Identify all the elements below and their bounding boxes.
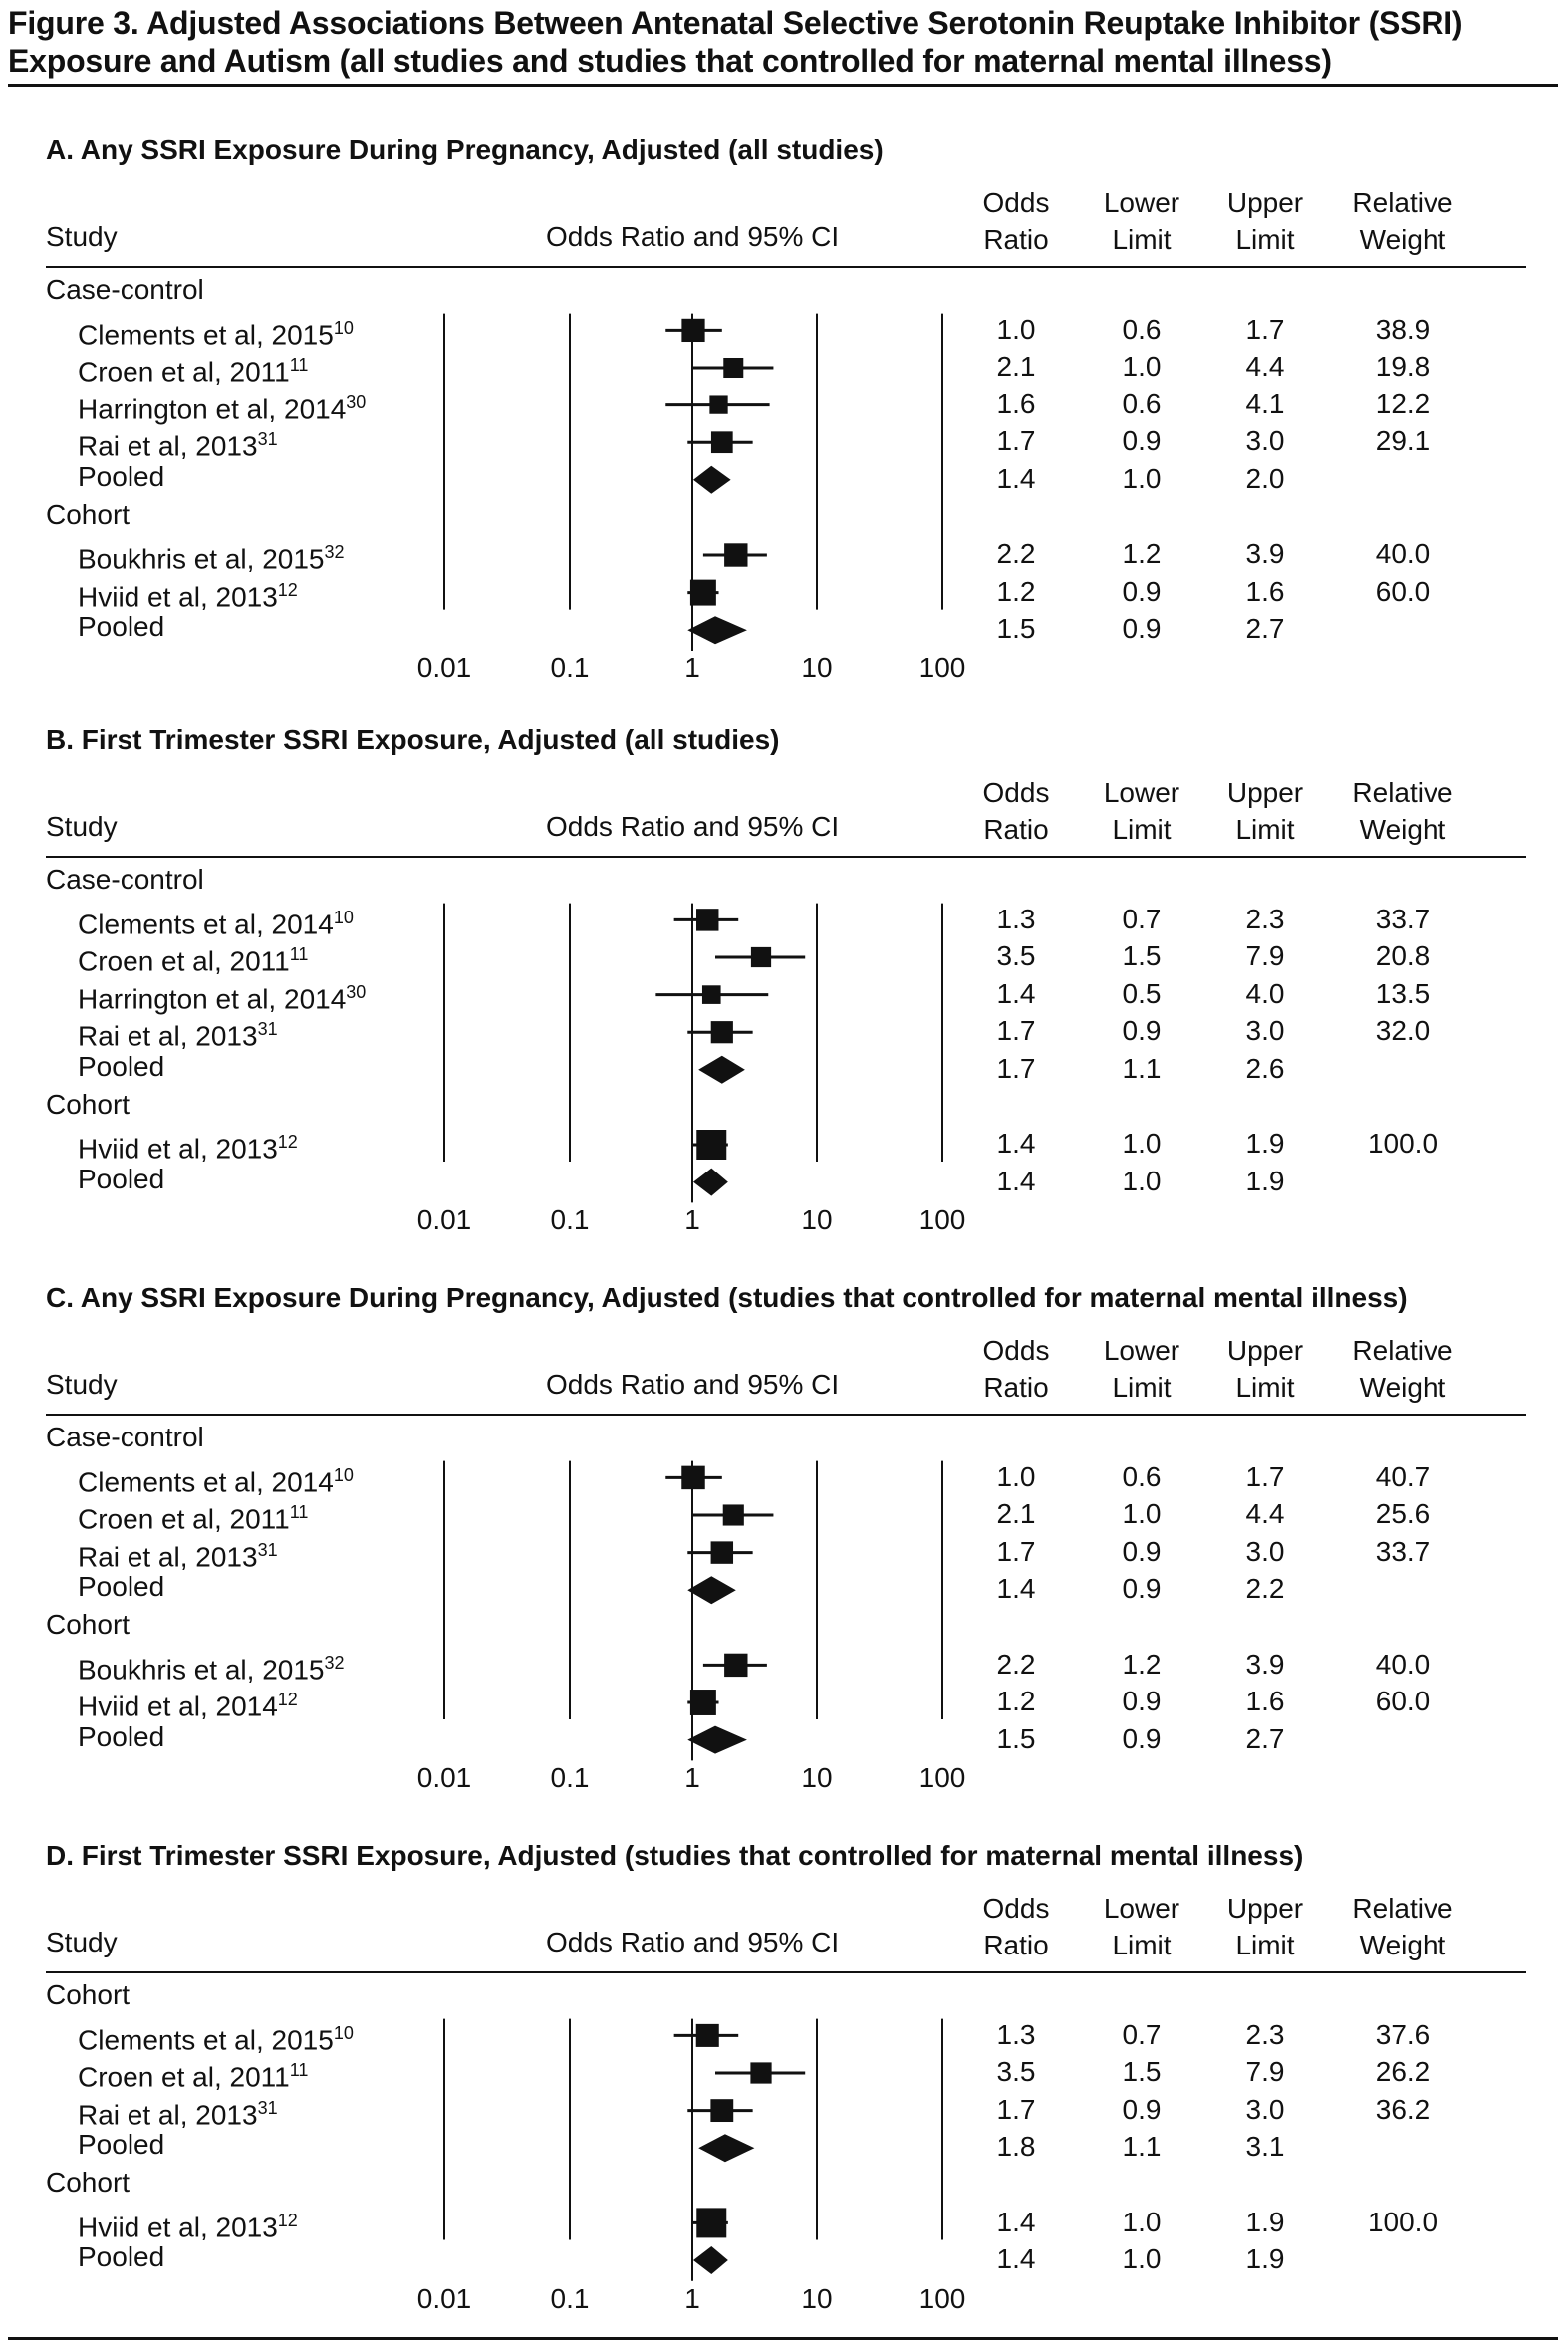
axis-tick-label: 1: [684, 652, 700, 683]
column-header-lower-line1: Lower: [1103, 1335, 1180, 1366]
value-or: 1.4: [996, 1128, 1036, 1160]
value-upper: 1.9: [1245, 1128, 1285, 1160]
value-or: 1.3: [996, 2018, 1036, 2050]
axis-tick-label: 100: [918, 1204, 966, 1236]
axis-tick-label: 100: [918, 652, 966, 683]
value-or: 1.7: [996, 425, 1036, 457]
value-or: 1.4: [996, 1573, 1036, 1605]
row-label-text: Pooled: [78, 1720, 165, 1752]
study-label: [78, 423, 278, 462]
value-or: 2.1: [996, 1498, 1036, 1530]
value-upper: 2.7: [1245, 613, 1285, 645]
axis-tick-label: 0.1: [550, 652, 590, 683]
point-estimate-square: [750, 2062, 771, 2083]
axis-tick-label: 1: [684, 2282, 700, 2314]
axis-tick-label: 0.01: [416, 652, 472, 683]
value-lower: 0.9: [1122, 1573, 1162, 1605]
column-header-upper-line2: Limit: [1235, 814, 1295, 845]
value-upper: 3.9: [1245, 538, 1285, 570]
study-label: [78, 1013, 278, 1052]
pooled-label: [78, 1571, 164, 1603]
point-estimate-square: [711, 1021, 733, 1043]
column-header-or-line2: Ratio: [983, 814, 1049, 845]
study-label: [78, 1647, 345, 1686]
point-estimate-square: [724, 543, 747, 566]
study-label: [78, 2092, 278, 2131]
study-label: [78, 976, 366, 1015]
row-label-text: Rai et al, 2013: [78, 2099, 258, 2131]
figure-title: Figure 3. Adjusted Associations Between Antenatal Selective Serotonin Reuptake Inhibitor (SSRI) Exposure and Autism (all studies and studies that controlled for maternal mental illness): [8, 5, 1463, 79]
value-upper: 4.1: [1245, 388, 1285, 419]
reference-number: 10: [333, 317, 354, 338]
row-label-text: Boukhris et al, 2015: [78, 1653, 325, 1685]
column-header-upper-line2: Limit: [1235, 1372, 1295, 1403]
reference-number: 31: [257, 1539, 278, 1560]
group-label: [46, 1422, 204, 1453]
value-or: 1.4: [996, 2206, 1036, 2237]
value-lower: 0.6: [1122, 388, 1162, 419]
value-lower: 1.2: [1122, 538, 1162, 570]
study-label: [78, 2205, 298, 2243]
column-header-plot: Odds Ratio and 95% CI: [546, 221, 840, 252]
reference-number: 10: [333, 907, 354, 927]
value-weight: 40.0: [1375, 1648, 1431, 1680]
value-upper: 3.1: [1245, 2131, 1285, 2163]
study-label: [78, 902, 354, 940]
panel-title: D. First Trimester SSRI Exposure, Adjusted (studies that controlled for maternal mental illness): [46, 1840, 1304, 1871]
study-label: [78, 387, 366, 425]
value-lower: 1.5: [1122, 2056, 1162, 2088]
column-header-upper-line1: Upper: [1226, 1893, 1304, 1924]
row-label-text: Croen et al, 2011: [78, 1503, 290, 1535]
reference-number: 31: [257, 2097, 278, 2118]
column-header-or-line1: Odds: [982, 187, 1050, 218]
row-label-text: Cohort: [46, 2167, 131, 2198]
value-lower: 1.2: [1122, 1648, 1162, 1680]
study-label: [78, 1126, 298, 1165]
point-estimate-square: [696, 909, 718, 930]
study-label: [78, 1534, 278, 1573]
row-label-text: Clements et al, 2015: [78, 318, 334, 350]
value-weight: 37.6: [1375, 2018, 1431, 2050]
pooled-diamond: [687, 1576, 736, 1604]
value-lower: 0.9: [1122, 1535, 1162, 1567]
value-upper: 1.7: [1245, 313, 1285, 345]
pooled-diamond: [693, 1169, 728, 1196]
row-label-text: Pooled: [78, 2129, 165, 2161]
group-label: [46, 1609, 130, 1641]
study-label: [78, 2017, 354, 2056]
column-header-upper-line2: Limit: [1235, 1930, 1295, 1960]
column-header-lower-line1: Lower: [1103, 1893, 1180, 1924]
value-or: 1.4: [996, 2243, 1036, 2275]
value-lower: 1.0: [1122, 2206, 1162, 2237]
point-estimate-square: [724, 1654, 747, 1677]
column-header-weight-line1: Relative: [1352, 777, 1453, 808]
study-label: [78, 1496, 308, 1535]
column-header-upper-line1: Upper: [1226, 777, 1304, 808]
reference-number: 12: [277, 1132, 298, 1153]
row-label-text: Clements et al, 2015: [78, 2023, 334, 2055]
reference-number: 10: [333, 1464, 354, 1485]
column-header-or-line1: Odds: [982, 1893, 1050, 1924]
column-header-weight-line2: Weight: [1359, 224, 1446, 255]
value-or: 2.1: [996, 351, 1036, 383]
column-header-lower-line2: Limit: [1112, 1930, 1172, 1960]
value-weight: 12.2: [1375, 388, 1431, 419]
column-header-lower-line2: Limit: [1112, 1372, 1172, 1403]
column-header-or-line2: Ratio: [983, 224, 1049, 255]
value-lower: 1.0: [1122, 1165, 1162, 1196]
row-label-text: Case-control: [46, 1422, 204, 1452]
study-label: [78, 1684, 298, 1722]
value-or: 1.7: [996, 1015, 1036, 1047]
column-header-study: Study: [46, 811, 118, 842]
value-or: 2.2: [996, 538, 1036, 570]
reference-number: 11: [289, 1502, 309, 1523]
reference-number: 30: [346, 981, 367, 1002]
row-label-text: Pooled: [78, 1571, 165, 1603]
value-or: 1.7: [996, 1535, 1036, 1567]
column-header-lower-line2: Limit: [1112, 814, 1172, 845]
axis-tick-label: 1: [684, 1204, 700, 1236]
value-or: 3.5: [996, 2056, 1036, 2088]
value-upper: 3.0: [1245, 1535, 1285, 1567]
row-label-text: Cohort: [46, 498, 131, 530]
value-lower: 1.1: [1122, 2131, 1162, 2163]
value-upper: 1.9: [1245, 2206, 1285, 2237]
value-upper: 2.2: [1245, 1573, 1285, 1605]
value-upper: 4.4: [1245, 1498, 1285, 1530]
column-header-or-line1: Odds: [982, 777, 1050, 808]
column-header-plot: Odds Ratio and 95% CI: [546, 811, 840, 842]
row-label-text: Hviid et al, 2013: [78, 2211, 278, 2242]
group-label: [46, 1089, 130, 1121]
pooled-label: [78, 1051, 164, 1083]
reference-number: 32: [324, 542, 345, 563]
reference-number: 31: [257, 429, 278, 450]
column-header-weight-line1: Relative: [1352, 187, 1453, 218]
value-weight: 100.0: [1367, 2206, 1438, 2237]
row-label-text: Case-control: [46, 274, 204, 305]
value-or: 1.5: [996, 1722, 1036, 1754]
value-weight: 38.9: [1375, 313, 1431, 345]
column-header-lower-line1: Lower: [1103, 187, 1180, 218]
column-header-or-line2: Ratio: [983, 1930, 1049, 1960]
column-header-lower-line2: Limit: [1112, 224, 1172, 255]
row-label-text: Cohort: [46, 1609, 131, 1640]
value-lower: 0.6: [1122, 313, 1162, 345]
study-label: [78, 938, 308, 977]
value-upper: 1.9: [1245, 1165, 1285, 1196]
point-estimate-square: [709, 395, 727, 413]
panel-title: A. Any SSRI Exposure During Pregnancy, Adjusted (all studies): [46, 134, 884, 165]
axis-tick-label: 100: [918, 1762, 966, 1794]
row-label-text: Clements et al, 2014: [78, 1465, 334, 1497]
row-label-text: Croen et al, 2011: [78, 356, 290, 388]
column-header-weight-line2: Weight: [1359, 1930, 1446, 1960]
row-label-text: Pooled: [78, 611, 165, 643]
point-estimate-square: [711, 1541, 733, 1563]
value-weight: 25.6: [1375, 1498, 1431, 1530]
pooled-diamond: [693, 2246, 728, 2274]
row-label-text: Harrington et al, 2014: [78, 983, 347, 1015]
value-lower: 1.0: [1122, 1128, 1162, 1160]
reference-number: 11: [289, 355, 309, 376]
point-estimate-square: [690, 580, 716, 606]
value-or: 1.2: [996, 575, 1036, 607]
axis-tick-label: 10: [801, 2282, 833, 2314]
value-lower: 0.9: [1122, 613, 1162, 645]
value-or: 1.2: [996, 1686, 1036, 1717]
value-or: 1.3: [996, 903, 1036, 934]
row-label-text: Hviid et al, 2013: [78, 1133, 278, 1165]
pooled-label: [78, 1721, 164, 1753]
value-upper: 7.9: [1245, 2056, 1285, 2088]
axis-tick-label: 0.1: [550, 2282, 590, 2314]
point-estimate-square: [723, 1504, 744, 1525]
group-label: [46, 274, 204, 306]
point-estimate-square: [711, 431, 733, 453]
axis-tick-label: 0.01: [416, 2282, 472, 2314]
point-estimate-square: [751, 947, 771, 967]
value-or: 1.7: [996, 2093, 1036, 2125]
value-upper: 7.9: [1245, 940, 1285, 972]
pooled-diamond: [698, 2134, 754, 2162]
group-label: [46, 499, 130, 531]
value-upper: 1.7: [1245, 1460, 1285, 1492]
value-upper: 2.3: [1245, 2018, 1285, 2050]
value-weight: 40.7: [1375, 1460, 1431, 1492]
value-lower: 0.9: [1122, 1015, 1162, 1047]
value-or: 1.5: [996, 613, 1036, 645]
value-weight: 13.5: [1375, 977, 1431, 1009]
value-weight: 19.8: [1375, 351, 1431, 383]
axis-tick-label: 0.01: [416, 1204, 472, 1236]
value-upper: 4.0: [1245, 977, 1285, 1009]
axis-tick-label: 0.1: [550, 1204, 590, 1236]
value-lower: 0.6: [1122, 1460, 1162, 1492]
pooled-label: [78, 611, 164, 643]
axis-tick-label: 10: [801, 1762, 833, 1794]
reference-number: 32: [324, 1652, 345, 1673]
value-or: 3.5: [996, 940, 1036, 972]
value-weight: 60.0: [1375, 1686, 1431, 1717]
value-weight: 100.0: [1367, 1128, 1438, 1160]
value-weight: 29.1: [1375, 425, 1431, 457]
point-estimate-square: [702, 985, 721, 1004]
value-upper: 4.4: [1245, 351, 1285, 383]
study-label: [78, 1459, 354, 1498]
value-or: 1.4: [996, 977, 1036, 1009]
study-label: [78, 312, 354, 351]
value-or: 1.0: [996, 1460, 1036, 1492]
reference-number: 11: [289, 2060, 309, 2081]
column-header-or-line1: Odds: [982, 1335, 1050, 1366]
value-weight: 60.0: [1375, 575, 1431, 607]
value-weight: 26.2: [1375, 2056, 1431, 2088]
value-or: 1.6: [996, 388, 1036, 419]
column-header-plot: Odds Ratio and 95% CI: [546, 1927, 840, 1957]
value-upper: 2.6: [1245, 1053, 1285, 1084]
value-lower: 1.0: [1122, 351, 1162, 383]
row-label-text: Pooled: [78, 1163, 165, 1194]
pooled-label: [78, 1164, 164, 1195]
axis-tick-label: 100: [918, 2282, 966, 2314]
row-label-text: Cohort: [46, 1088, 131, 1120]
value-or: 1.4: [996, 463, 1036, 494]
row-label-text: Hviid et al, 2013: [78, 581, 278, 613]
axis-tick-label: 1: [684, 1762, 700, 1794]
row-label-text: Boukhris et al, 2015: [78, 543, 325, 575]
point-estimate-square: [681, 1466, 704, 1489]
column-header-study: Study: [46, 221, 118, 252]
column-header-plot: Odds Ratio and 95% CI: [546, 1369, 840, 1400]
reference-number: 30: [346, 391, 367, 412]
value-upper: 2.3: [1245, 903, 1285, 934]
study-label: [78, 2054, 308, 2093]
value-lower: 0.7: [1122, 2018, 1162, 2050]
value-lower: 0.7: [1122, 903, 1162, 934]
value-lower: 0.9: [1122, 425, 1162, 457]
row-label-text: Harrington et al, 2014: [78, 393, 347, 425]
panel-title: B. First Trimester SSRI Exposure, Adjusted (all studies): [46, 724, 780, 755]
axis-tick-label: 10: [801, 652, 833, 683]
value-lower: 1.5: [1122, 940, 1162, 972]
value-weight: 32.0: [1375, 1015, 1431, 1047]
reference-number: 12: [277, 1690, 298, 1710]
column-header-upper-line1: Upper: [1226, 187, 1304, 218]
value-upper: 1.9: [1245, 2243, 1285, 2275]
axis-tick-label: 0.01: [416, 1762, 472, 1794]
value-lower: 0.9: [1122, 575, 1162, 607]
row-label-text: Croen et al, 2011: [78, 945, 290, 977]
value-or: 2.2: [996, 1648, 1036, 1680]
pooled-diamond: [693, 466, 731, 494]
value-upper: 2.7: [1245, 1722, 1285, 1754]
value-upper: 1.6: [1245, 1686, 1285, 1717]
row-label-text: Croen et al, 2011: [78, 2061, 290, 2093]
axis-tick-label: 0.1: [550, 1762, 590, 1794]
column-header-weight-line2: Weight: [1359, 1372, 1446, 1403]
row-label-text: Hviid et al, 2014: [78, 1691, 278, 1722]
pooled-diamond: [687, 616, 747, 644]
pooled-label: [78, 2241, 164, 2273]
row-label-text: Case-control: [46, 864, 204, 895]
value-or: 1.7: [996, 1053, 1036, 1084]
reference-number: 11: [289, 944, 309, 965]
row-label-text: Rai et al, 2013: [78, 1020, 258, 1052]
point-estimate-square: [696, 2024, 719, 2047]
point-estimate-square: [710, 2099, 733, 2122]
group-label: [46, 1979, 130, 2011]
row-label-text: Clements et al, 2014: [78, 908, 334, 939]
row-label-text: Pooled: [78, 1051, 165, 1082]
value-upper: 1.6: [1245, 575, 1285, 607]
axis-tick-label: 10: [801, 1204, 833, 1236]
value-lower: 0.9: [1122, 2093, 1162, 2125]
row-label-text: Cohort: [46, 1979, 131, 2010]
study-label: [78, 536, 345, 575]
column-header-lower-line1: Lower: [1103, 777, 1180, 808]
point-estimate-square: [690, 1690, 716, 1715]
study-label: [78, 349, 308, 388]
bottom-rule: [8, 2337, 1558, 2340]
value-weight: 33.7: [1375, 903, 1431, 934]
value-weight: 20.8: [1375, 940, 1431, 972]
value-lower: 1.0: [1122, 1498, 1162, 1530]
row-label-text: Rai et al, 2013: [78, 1541, 258, 1573]
value-lower: 0.9: [1122, 1722, 1162, 1754]
value-or: 1.0: [996, 313, 1036, 345]
reference-number: 10: [333, 2022, 354, 2043]
pooled-diamond: [687, 1726, 747, 1754]
point-estimate-square: [696, 2208, 726, 2237]
value-lower: 0.5: [1122, 977, 1162, 1009]
value-upper: 3.0: [1245, 425, 1285, 457]
reference-number: 31: [257, 1019, 278, 1040]
value-lower: 1.1: [1122, 1053, 1162, 1084]
column-header-weight-line1: Relative: [1352, 1335, 1453, 1366]
group-label: [46, 864, 204, 896]
value-upper: 2.0: [1245, 463, 1285, 494]
value-weight: 33.7: [1375, 1535, 1431, 1567]
row-label-text: Rai et al, 2013: [78, 430, 258, 462]
pooled-diamond: [698, 1056, 745, 1084]
value-lower: 1.0: [1122, 463, 1162, 494]
reference-number: 12: [277, 579, 298, 600]
row-label-text: Pooled: [78, 2241, 165, 2273]
value-lower: 1.0: [1122, 2243, 1162, 2275]
top-rule: [8, 84, 1558, 87]
column-header-upper-line2: Limit: [1235, 224, 1295, 255]
column-header-study: Study: [46, 1927, 118, 1957]
row-label-text: Pooled: [78, 461, 165, 492]
study-label: [78, 574, 298, 613]
group-label: [46, 2167, 130, 2199]
column-header-or-line2: Ratio: [983, 1372, 1049, 1403]
column-header-weight-line2: Weight: [1359, 814, 1446, 845]
pooled-label: [78, 461, 164, 493]
point-estimate-square: [723, 358, 743, 378]
value-or: 1.8: [996, 2131, 1036, 2163]
column-header-upper-line1: Upper: [1226, 1335, 1304, 1366]
column-header-weight-line1: Relative: [1352, 1893, 1453, 1924]
value-upper: 3.9: [1245, 1648, 1285, 1680]
value-weight: 40.0: [1375, 538, 1431, 570]
column-header-study: Study: [46, 1369, 118, 1400]
value-or: 1.4: [996, 1165, 1036, 1196]
panel-title: C. Any SSRI Exposure During Pregnancy, Adjusted (studies that controlled for maternal mental illness): [46, 1282, 1408, 1313]
point-estimate-square: [696, 1130, 726, 1160]
value-lower: 0.9: [1122, 1686, 1162, 1717]
value-upper: 3.0: [1245, 1015, 1285, 1047]
reference-number: 12: [277, 2210, 298, 2230]
point-estimate-square: [681, 319, 704, 342]
value-weight: 36.2: [1375, 2093, 1431, 2125]
value-upper: 3.0: [1245, 2093, 1285, 2125]
pooled-label: [78, 2129, 164, 2161]
